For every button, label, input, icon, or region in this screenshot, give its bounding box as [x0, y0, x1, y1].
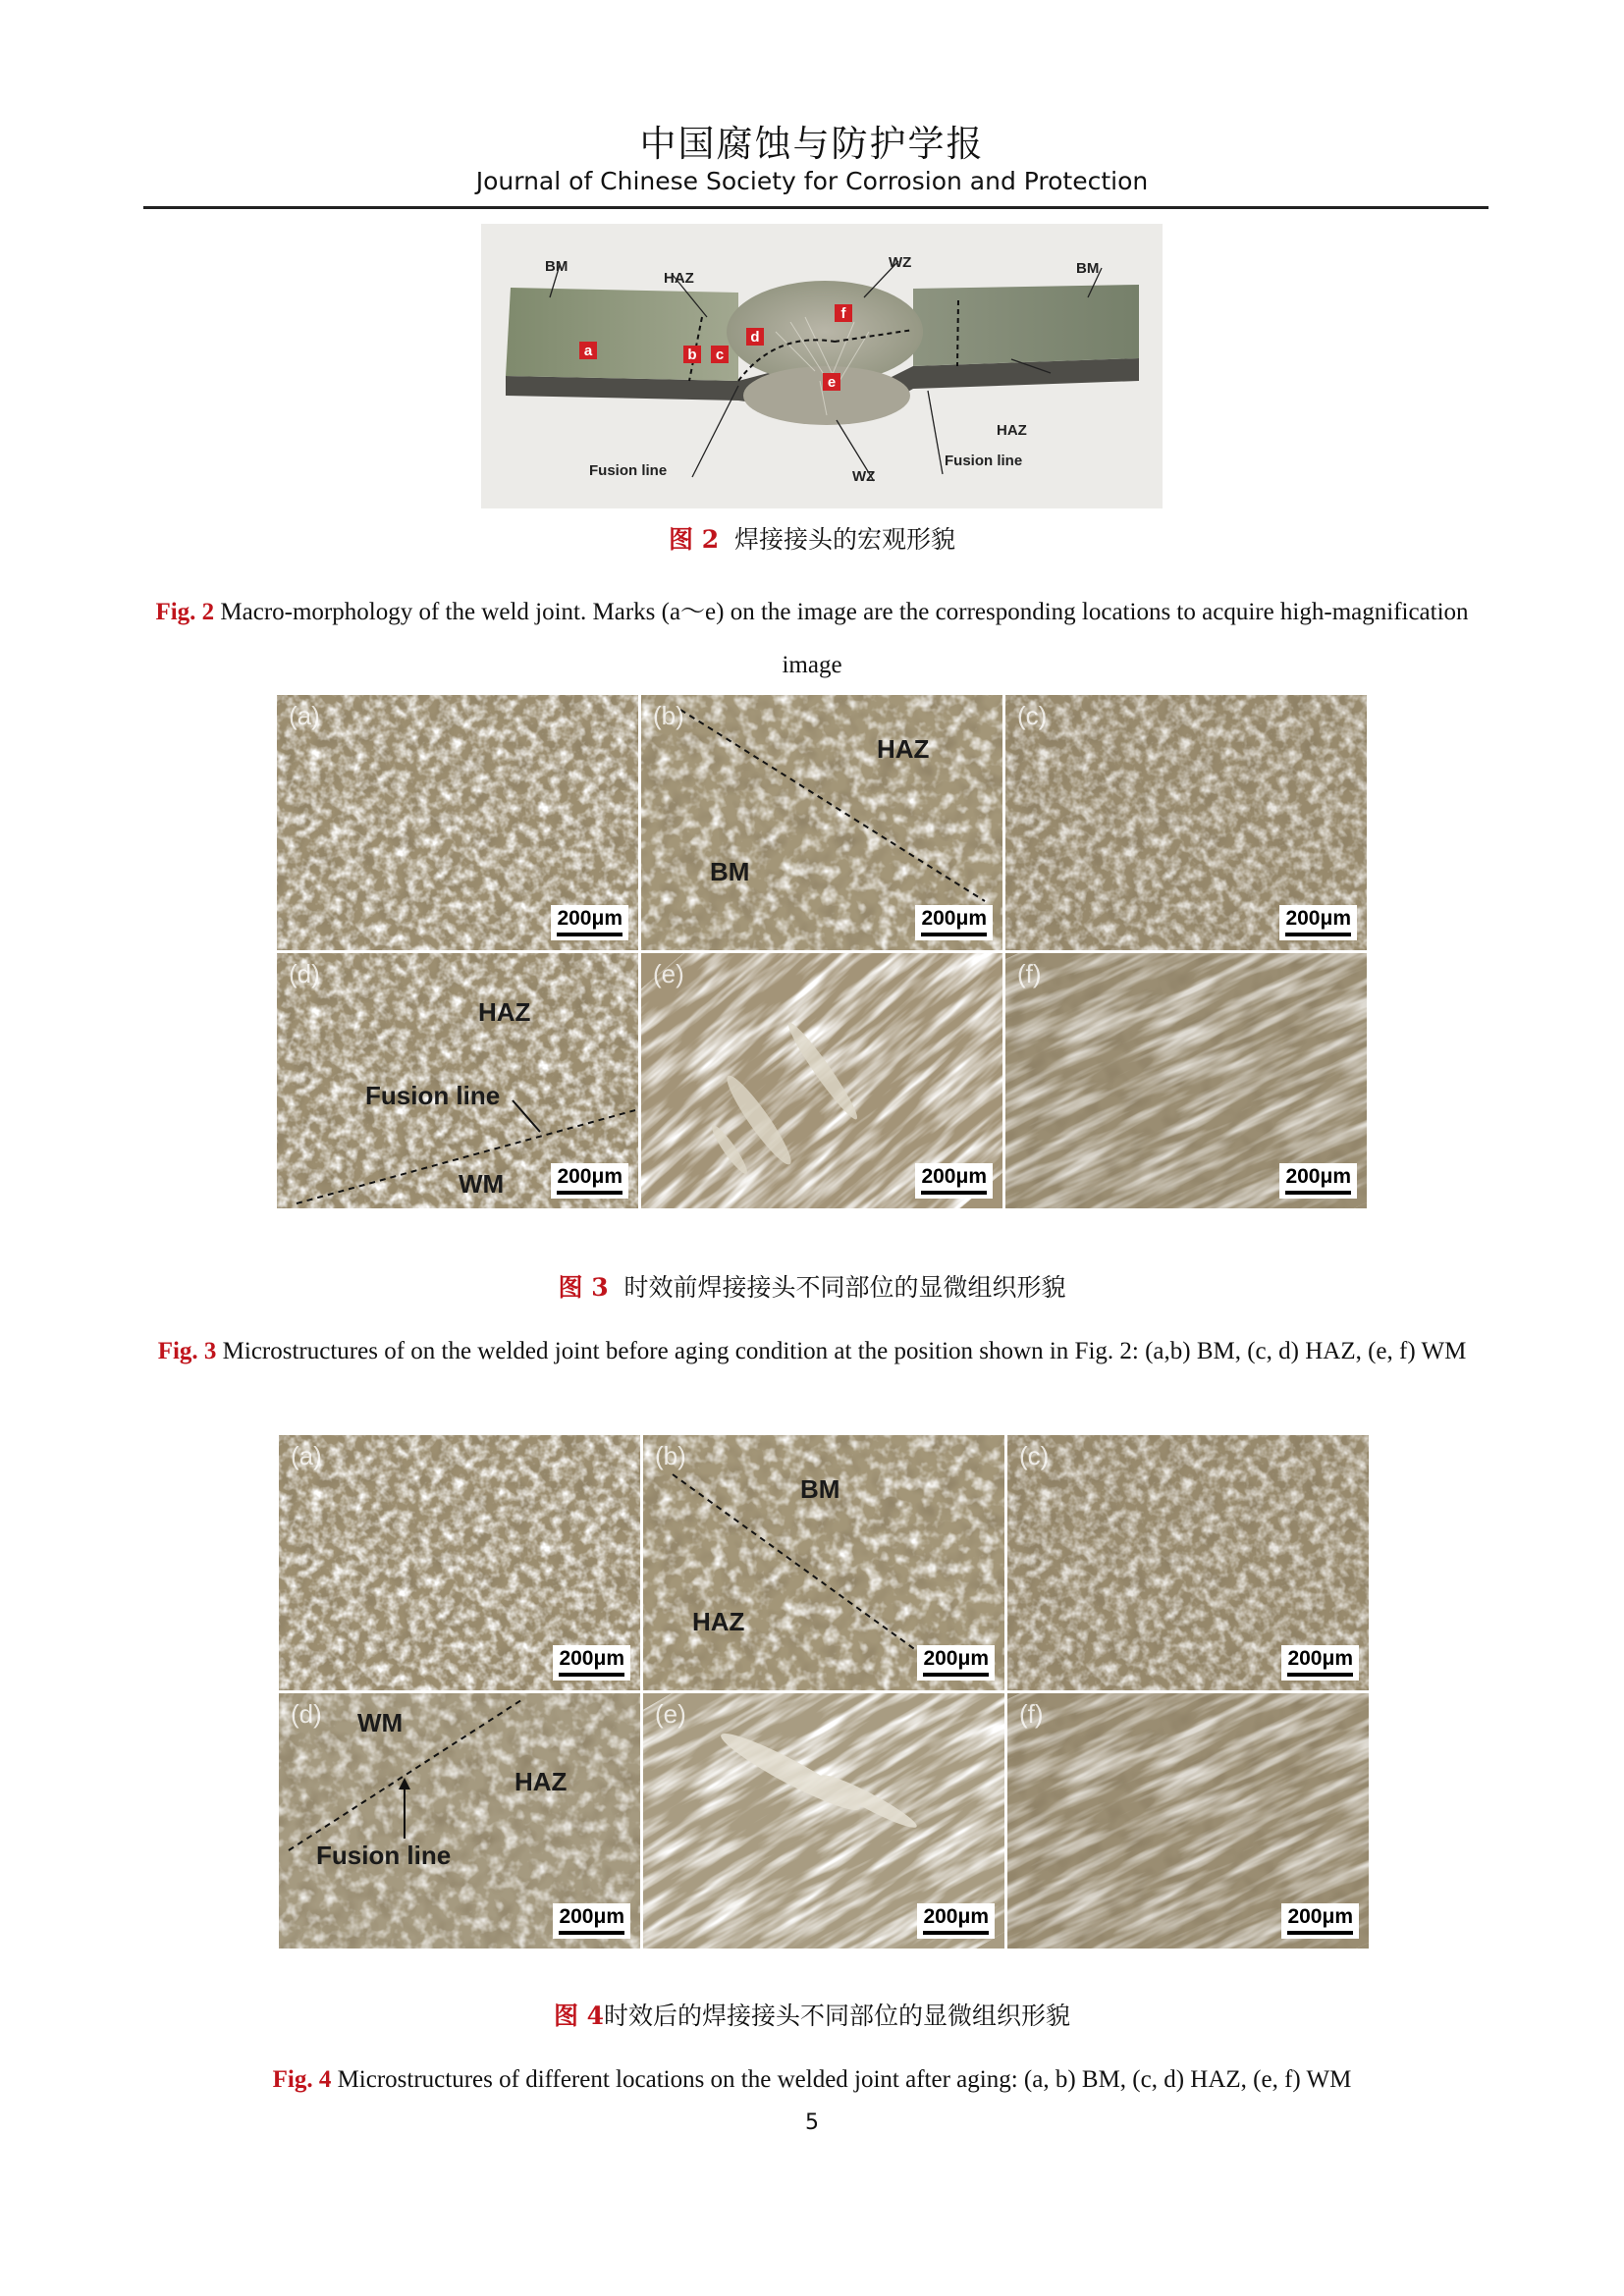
scale-bar: 200μm — [553, 1645, 630, 1681]
fig4-caption-cn-label: 图 4 — [553, 2002, 605, 2030]
annotation-haz: HAZ — [877, 734, 930, 764]
fig4-panel-e — [643, 1693, 1004, 1949]
scale-bar: 200μm — [915, 905, 993, 940]
label-fusion-right: Fusion line — [945, 453, 1023, 469]
fig4-panel-d — [279, 1693, 640, 1949]
fig4-panel-a — [279, 1435, 640, 1690]
scale-bar: 200μm — [1281, 1903, 1359, 1939]
panel-label: (f) — [1017, 959, 1042, 988]
annotation-bm: BM — [710, 857, 750, 886]
annotation-fusion-line: Fusion line — [365, 1081, 501, 1110]
label-bm-left: BM — [545, 258, 568, 275]
label-haz-top: HAZ — [664, 270, 694, 287]
fig4-caption-en-label: Fig. 4 — [272, 2066, 332, 2093]
journal-title-en: Journal of Chinese Society for Corrosion and Protection — [475, 167, 1149, 195]
fig2-caption-en — [147, 586, 1477, 692]
fig4-caption-en — [147, 2054, 1477, 2107]
fig4-panel-f — [1007, 1693, 1369, 1949]
fig3-panel-e — [641, 953, 1002, 1208]
mark-f: f — [840, 305, 846, 322]
fig3-panel-b — [641, 695, 1002, 950]
annotation-haz: HAZ — [514, 1767, 568, 1796]
label-haz-right: HAZ — [997, 422, 1027, 439]
panel-label: (f) — [1019, 1699, 1044, 1729]
scale-bar: 200μm — [917, 1903, 995, 1939]
scale-bar: 200μm — [553, 1903, 630, 1939]
mark-a: a — [583, 343, 593, 359]
scale-bar: 200μm — [1281, 1645, 1359, 1681]
scale-bar: 200μm — [551, 1163, 628, 1199]
annotation-fusion-line: Fusion line — [316, 1841, 452, 1870]
panel-label: (c) — [1019, 1441, 1050, 1470]
fig4-caption-cn-text: 时效后的焊接接头不同部位的显微组织形貌 — [604, 2002, 1071, 2030]
mark-b: b — [687, 347, 697, 363]
annotation-haz: HAZ — [478, 997, 531, 1027]
panel-label: (b) — [655, 1441, 686, 1470]
fig3-panel-f — [1005, 953, 1367, 1208]
panel-label: (a) — [291, 1441, 322, 1470]
scale-bar: 200μm — [551, 905, 628, 940]
label-fusion-left: Fusion line — [589, 462, 668, 479]
fig3-caption-en-text: Microstructures of on the welded joint before aging condition at the position shown in Fig. 2: (a,b) BM, (c, d) HAZ, (e, f) WM — [222, 1338, 1467, 1364]
fig3-panel-a — [277, 695, 638, 950]
panel-label: (e) — [653, 959, 684, 988]
panel-label: (d) — [291, 1699, 322, 1729]
fig4-caption-en-text: Microstructures of different locations on the welded joint after aging: (a, b) BM, (c, d) HAZ, (e, f) WM — [337, 2066, 1352, 2093]
header-divider — [143, 206, 1489, 209]
fig3-caption-cn — [0, 1268, 1624, 1304]
fig2-caption-en-label: Fig. 2 — [155, 599, 215, 625]
panel-label: (e) — [655, 1699, 686, 1729]
scale-bar: 200μm — [1279, 1163, 1357, 1199]
fig4-micrograph-grid — [279, 1435, 1369, 1949]
fig3-caption-cn-label: 图 3 — [558, 1273, 609, 1302]
fig3-micrograph-grid — [277, 695, 1367, 1208]
fig4-caption-cn — [0, 1997, 1624, 2032]
annotation-wm: WM — [357, 1708, 404, 1737]
mark-c: c — [715, 347, 725, 363]
fig2-caption-cn — [0, 520, 1624, 556]
label-wz-bottom: WZ — [852, 468, 876, 485]
scale-bar: 200μm — [1279, 905, 1357, 940]
fig4-panel-c — [1007, 1435, 1369, 1690]
fig3-caption-cn-text: 时效前焊接接头不同部位的显微组织形貌 — [623, 1273, 1066, 1302]
mark-d: d — [750, 329, 760, 346]
scale-bar: 200μm — [915, 1163, 993, 1199]
fig2-macro-photo — [481, 224, 1163, 508]
label-bm-right: BM — [1076, 260, 1100, 277]
mark-e: e — [827, 374, 837, 391]
fig2-caption-cn-label: 图 2 — [668, 525, 720, 554]
page-number: 5 — [805, 2110, 819, 2135]
fig3-caption-en — [147, 1325, 1477, 1378]
fig3-panel-d — [277, 953, 638, 1208]
fig2-caption-en-text: Macro-morphology of the weld joint. Marks (a～e) on the image are the corresponding locations to acquire high-magnification image — [220, 599, 1469, 678]
scale-bar: 200μm — [917, 1645, 995, 1681]
annotation-bm: BM — [800, 1474, 840, 1504]
panel-label: (a) — [289, 701, 320, 730]
fig2-caption-cn-text: 焊接接头的宏观形貌 — [734, 525, 956, 554]
label-wz-top: WZ — [889, 254, 912, 271]
panel-label: (c) — [1017, 701, 1048, 730]
annotation-wm: WM — [459, 1169, 505, 1199]
journal-title-cn: 中国腐蚀与防护学报 — [639, 123, 985, 165]
fig4-panel-b — [643, 1435, 1004, 1690]
panel-label: (b) — [653, 701, 684, 730]
panel-label: (d) — [289, 959, 320, 988]
annotation-haz: HAZ — [692, 1607, 745, 1636]
fig3-caption-en-label: Fig. 3 — [157, 1338, 217, 1364]
fig3-panel-c — [1005, 695, 1367, 950]
